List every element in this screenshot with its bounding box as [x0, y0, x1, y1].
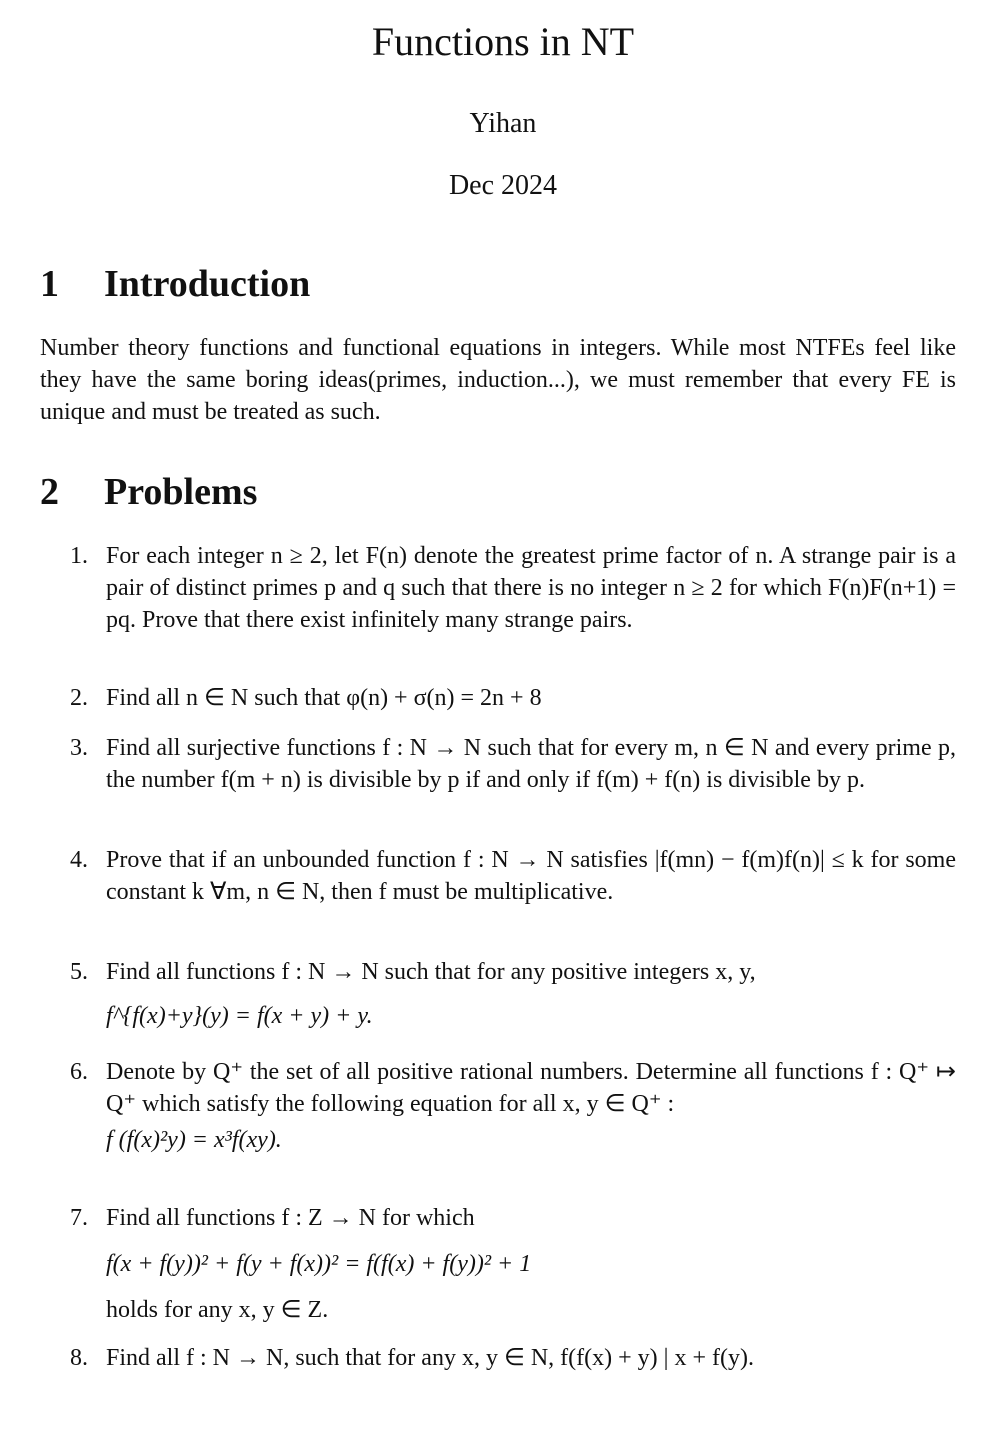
problem-number: 4. [70, 847, 88, 873]
problem-text: Denote by Q⁺ the set of all positive rational numbers. Determine all functions f : Q⁺ ↦ Q⁺ which satisfy the following equation for all x, y ∈ Q⁺ : [106, 1059, 956, 1117]
problem-item [70, 540, 956, 636]
problem-number: 2. [70, 685, 88, 711]
problem-item [70, 1342, 956, 1374]
problem-text: Find all f : N → N, such that for any x, y ∈ N, f(f(x) + y) | x + f(y). [106, 1345, 754, 1371]
problem-number: 7. [70, 1205, 88, 1231]
problem-item [70, 682, 956, 714]
paper-author: Yihan [469, 108, 537, 139]
problem-number: 3. [70, 735, 88, 761]
problem-item [70, 1202, 956, 1326]
display-equation: f(x + f(y))² + f(y + f(x))² = f(f(x) + f(y))² + 1 [106, 1251, 532, 1277]
problem-text: Find all functions f : N → N such that for any positive integers x, y, [106, 959, 756, 985]
display-equation: f^{f(x)+y}(y) = f(x + y) + y. [106, 1003, 373, 1029]
problem-number: 1. [70, 543, 88, 569]
introduction-paragraph: Number theory functions and functional equations in integers. While most NTFEs feel like they have the same boring ideas(primes, induction...), we must remember that every FE is unique and must be treated as such. [40, 335, 956, 425]
section-title: Problems [104, 471, 258, 513]
problem-text: Find all functions f : Z → N for which [106, 1205, 475, 1231]
section-number: 1 [40, 263, 59, 305]
problem-number: 8. [70, 1345, 88, 1371]
display-equation: f (f(x)²y) = x³f(xy). [106, 1127, 282, 1153]
section-heading-problems [40, 470, 257, 514]
section-title: Introduction [104, 263, 311, 305]
section-heading-introduction [40, 262, 310, 306]
problem-number: 5. [70, 959, 88, 985]
problem-text: Find all n ∈ N such that φ(n) + σ(n) = 2n + 8 [106, 685, 542, 711]
problem-item [70, 956, 956, 1032]
paper-date: Dec 2024 [448, 170, 558, 201]
section-number: 2 [40, 471, 59, 513]
problem-text: Find all surjective functions f : N → N such that for every m, n ∈ N and every prime p, the number f(m + n) is divisible by p if and only if f(m) + f(n) is divisible by p. [106, 735, 956, 793]
problem-text: Prove that if an unbounded function f : N → N satisfies |f(mn) − f(m)f(n)| ≤ k for some constant k ∀m, n ∈ N, then f must be multiplicative. [106, 847, 956, 905]
problem-item [70, 844, 956, 908]
problem-number: 6. [70, 1059, 88, 1085]
problem-item [70, 1056, 956, 1156]
problem-item [70, 732, 956, 796]
problem-text: For each integer n ≥ 2, let F(n) denote the greatest prime factor of n. A strange pair is a pair of distinct primes p and q such that there is no integer n ≥ 2 for which F(n)F(n+1) = pq. Prove that there exist infinitely many strange pairs. [106, 543, 956, 633]
paper-title: Functions in NT [371, 19, 635, 64]
problem-text-after: holds for any x, y ∈ Z. [106, 1297, 329, 1323]
